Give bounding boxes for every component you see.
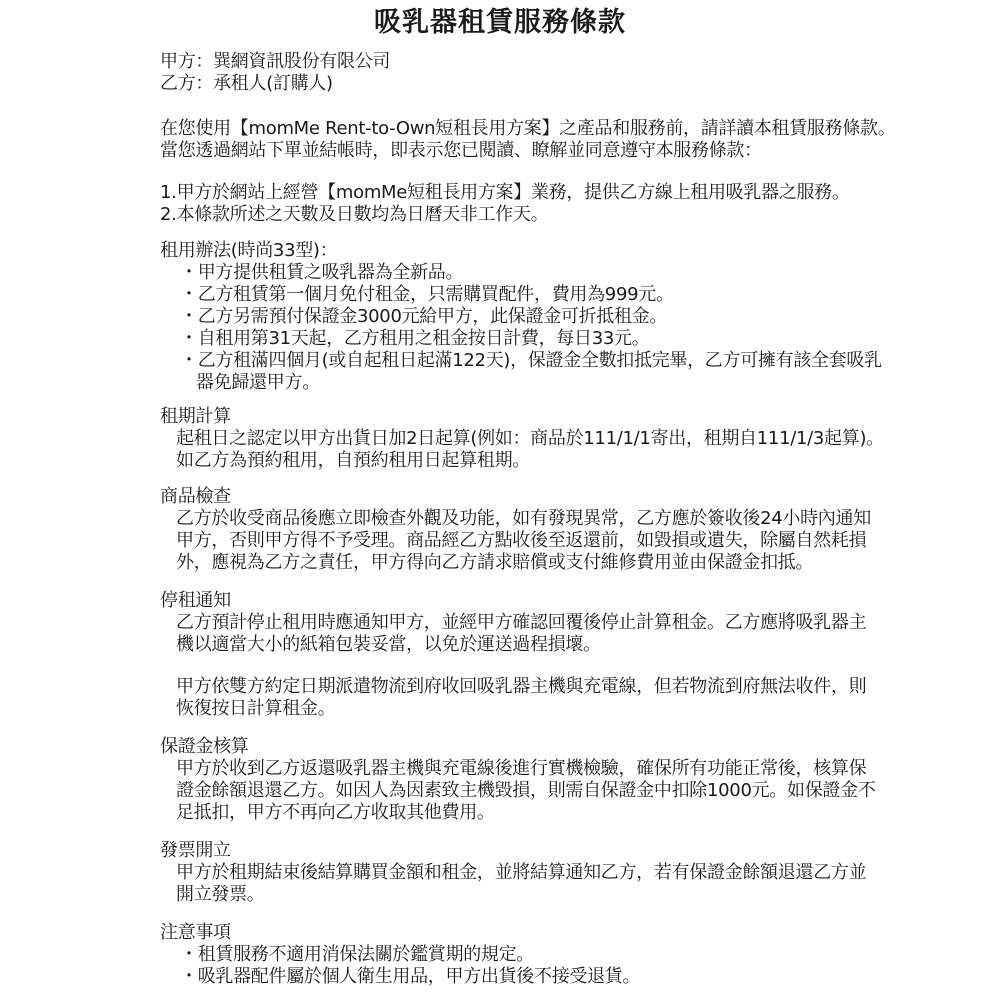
- stop-notice-line: 甲方依雙方約定日期派遣物流到府收回吸乳器主機與充電線，但若物流到府無法收件，則: [176, 676, 867, 697]
- party-b: 乙方：承租人(訂購人): [160, 73, 333, 94]
- rental-period-line: 如乙方為預約租用，自預約租用日起算租期。: [176, 450, 530, 471]
- invoice-line: 甲方於租期結束後結算購買金額和租金，並將結算通知乙方，若有保證金餘額退還乙方並: [176, 862, 867, 883]
- notes-item: ・吸乳器配件屬於個人衛生用品，甲方出貨後不接受退貨。: [180, 966, 641, 987]
- general-clause-1: 1.甲方於網站上經營【momMe短租長用方案】業務，提供乙方線上租用吸乳器之服務。: [160, 182, 850, 203]
- rental-method-item: ・乙方租賃第一個月免付租金，只需購買配件，費用為999元。: [180, 284, 674, 305]
- rental-method-item: ・甲方提供租賃之吸乳器為全新品。: [180, 262, 464, 283]
- section-heading-rental-method: 租用辦法(時尚33型)：: [160, 240, 338, 261]
- stop-notice-line: 恢復按日計算租金。: [176, 698, 336, 719]
- stop-notice-line: 乙方預計停止租用時應通知甲方，並經甲方確認回覆後停止計算租金。乙方應將吸乳器主: [176, 612, 867, 633]
- inspection-line: 外，應視為乙方之責任，甲方得向乙方請求賠償或支付維修費用並由保證金扣抵。: [176, 552, 814, 573]
- deposit-line: 足抵扣，甲方不再向乙方收取其他費用。: [176, 802, 495, 823]
- page-title: 吸乳器租賃服務條款: [374, 7, 626, 38]
- section-heading-notes: 注意事項: [160, 922, 231, 943]
- rental-period-line: 起租日之認定以甲方出貨日加2日起算(例如：商品於111/1/1寄出，租期自111/1/3起算)。: [176, 428, 884, 449]
- deposit-line: 甲方於收到乙方返還吸乳器主機與充電線後進行實機檢驗，確保所有功能正常後，核算保: [176, 758, 867, 779]
- intro-line-2: 當您透過網站下單並結帳時，即表示您已閱讀、瞭解並同意遵守本服務條款：: [160, 140, 762, 161]
- invoice-line: 開立發票。: [176, 884, 265, 905]
- intro-line-1: 在您使用【momMe Rent-to-Own短租長用方案】之產品和服務前，請詳讀本租賃服務條款。: [160, 118, 896, 139]
- rental-method-item: ・乙方另需預付保證金3000元給甲方，此保證金可折抵租金。: [180, 306, 668, 327]
- section-heading-deposit: 保證金核算: [160, 736, 249, 757]
- general-clause-2: 2.本條款所述之天數及日數均為日曆天非工作天。: [160, 204, 549, 225]
- inspection-line: 乙方於收受商品後應立即檢查外觀及功能，如有發現異常，乙方應於簽收後24小時內通知: [176, 508, 871, 529]
- inspection-line: 甲方，否則甲方得不予受理。商品經乙方點收後至返還前，如毀損或遺失，除屬自然耗損: [176, 530, 867, 551]
- party-a: 甲方：巽網資訊股份有限公司: [160, 51, 391, 72]
- stop-notice-line: 機以適當大小的紙箱包裝妥當，以免於運送過程損壞。: [176, 634, 601, 655]
- rental-method-item: ・自租用第31天起，乙方租用之租金按日計費，每日33元。: [180, 328, 650, 349]
- deposit-line: 證金餘額退還乙方。如因人為因素致主機毀損，則需自保證金中扣除1000元。如保證金不: [176, 780, 876, 801]
- section-heading-invoice: 發票開立: [160, 840, 231, 861]
- rental-method-item-continued: 器免歸還甲方。: [196, 372, 320, 393]
- rental-method-item: ・乙方租滿四個月(或自起租日起滿122天)，保證金全數扣抵完畢，乙方可擁有該全套吸乳: [180, 350, 882, 371]
- notes-item: ・租賃服務不適用消保法關於鑑賞期的規定。: [180, 944, 534, 965]
- section-heading-inspection: 商品檢查: [160, 486, 231, 507]
- section-heading-rental-period: 租期計算: [160, 406, 231, 427]
- section-heading-stop-notice: 停租通知: [160, 590, 231, 611]
